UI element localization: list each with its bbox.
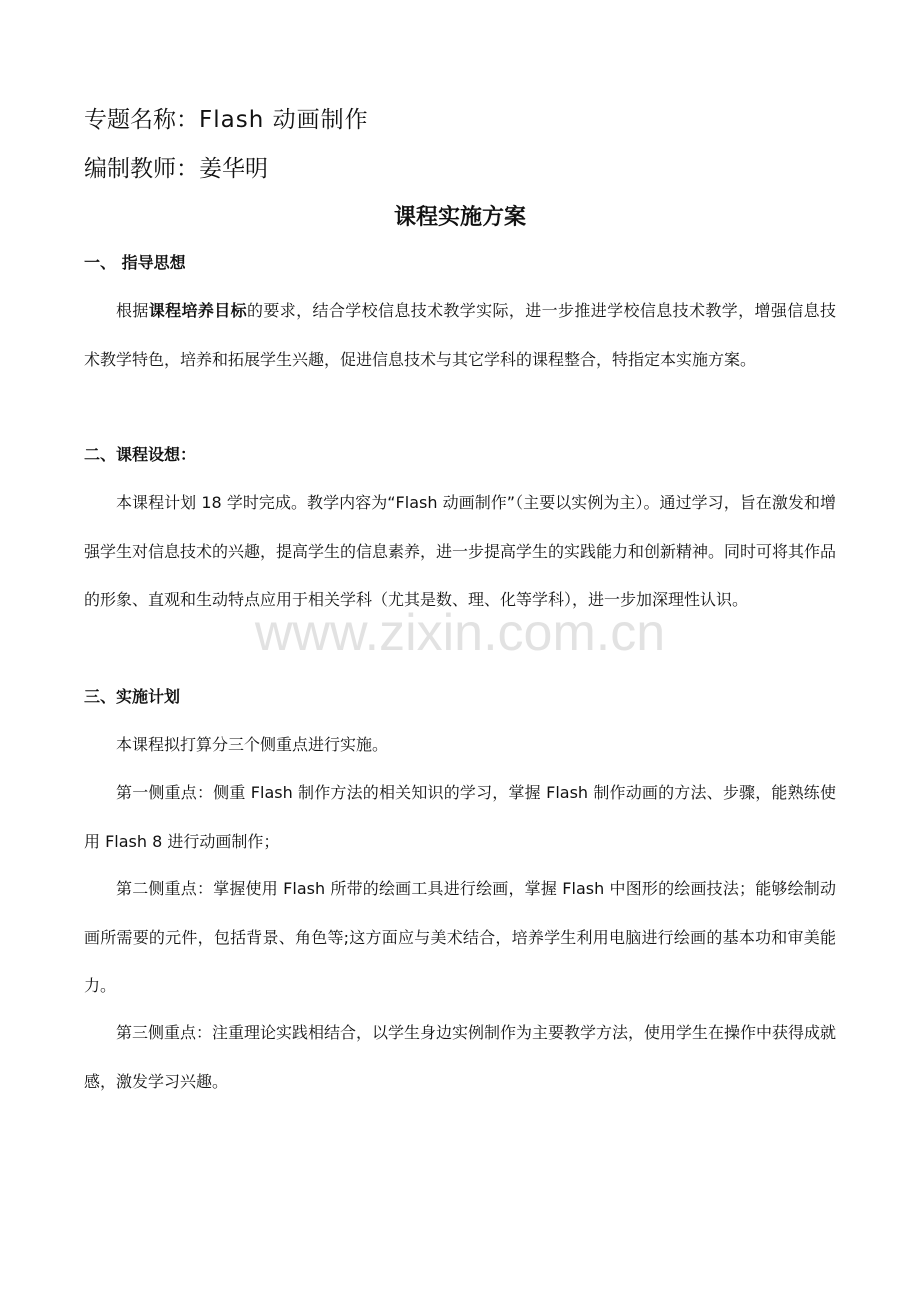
section-3-paragraph-3: 第二侧重点：掌握使用 Flash 所带的绘画工具进行绘画，掌握 Flash 中图形的绘画技法；能够绘制动画所需要的元件，包括背景、角色等;这方面应与美术结合，培养学生利用电脑进行绘画的基本功和审美能力。 [84,879,836,995]
teacher-value: 姜华明 [199,156,268,182]
document-title: 课程实施方案 [393,205,526,230]
paragraph-prefix: 根据 [116,301,149,320]
topic-value: Flash 动画制作 [199,107,369,133]
teacher-label: 编制教师： [84,156,199,182]
section-heading-1: 一、 指导思想 [84,253,186,272]
topic-label: 专题名称： [84,107,199,133]
section-3-paragraph-2: 第一侧重点：侧重 Flash 制作方法的相关知识的学习，掌握 Flash 制作动画的方法、步骤，能熟练使用 Flash 8 进行动画制作； [84,783,836,851]
paragraph-bold-term: 课程培养目标 [148,301,247,320]
section-heading-2: 二、课程设想： [84,445,197,464]
teacher-line [84,154,268,184]
section-3-paragraph-4: 第三侧重点：注重理论实践相结合，以学生身边实例制作为主要教学方法，使用学生在操作中获得成就感，激发学习兴趣。 [84,1023,837,1091]
watermark: www.zixin.com.cn [254,604,666,662]
section-3-paragraph-1: 本课程拟打算分三个侧重点进行实施。 [116,735,389,754]
section-2-paragraph: 本课程计划 18 学时完成。教学内容为“Flash 动画制作”（主要以实例为主）。通过学习，旨在激发和增强学生对信息技术的兴趣，提高学生的信息素养，进一步提高学生的实践能力和创新精神。同时可将其作品的形象、直观和生动特点应用于相关学科（尤其是数、理、化等学科），进一步加深理性认识。 [84,493,837,609]
topic-line [84,105,369,135]
section-heading-3: 三、实施计划 [84,687,181,706]
paragraph-suffix: 的要求，结合学校信息技术教学实际，进一步推进学校信息技术教学，增强信息技术教学特色，培养和拓展学生兴趣，促进信息技术与其它学科的课程整合，特指定本实施方案。 [84,301,836,369]
section-1-paragraph [84,287,836,384]
